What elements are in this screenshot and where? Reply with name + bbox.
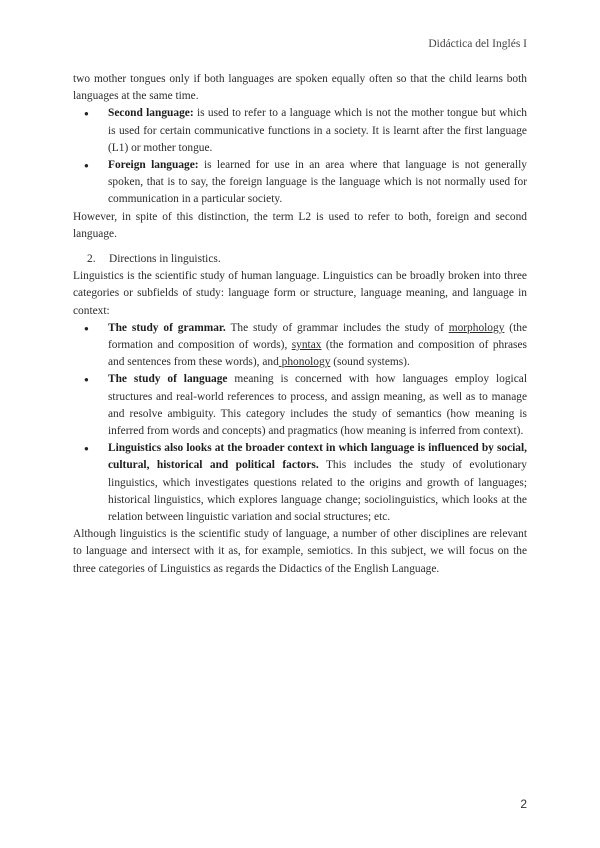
grammar-text: The study of grammar includes the study of — [225, 321, 449, 334]
language-text: meaning is concerned with how languages employ logical structures and real-world references to process, and assign meaning, as well as to manage and resolve ambiguity. This category includes the study of semantics (how meaning is inferred from words and concepts) and pragmatics (how meaning is inferred from context). — [108, 373, 527, 438]
definition-term: Second language: — [108, 107, 194, 120]
grammar-text: (sound systems). — [330, 356, 410, 369]
grammar-text: (the formation and composition of phrases and sentences from these words), and — [108, 339, 527, 369]
however-paragraph: However, in spite of this distinction, the term L2 is used to refer to both, foreign and second language. — [73, 210, 527, 240]
language-term: The study of language — [108, 373, 228, 386]
grammar-text: (the formation and composition of words), — [108, 321, 528, 352]
grammar-term: The study of grammar. — [108, 321, 226, 334]
list-item — [73, 157, 527, 209]
closing-paragraph: Although linguistics is the scientific study of language, a number of other disciplines are relevant to language and intersect with it as, for example, semiotics. In this subject, we will focus on the three categories of Linguistics as regards the Didactics of the English Language. — [73, 528, 527, 575]
body-text — [73, 71, 527, 578]
list-item — [73, 371, 527, 440]
definitions-list — [73, 105, 527, 157]
context-term: Linguistics also looks at the broader context in which language is influenced by social, cultural, historical and political factors. — [108, 442, 527, 472]
list-item — [73, 320, 527, 372]
section-heading — [87, 251, 527, 268]
page-number: 2 — [520, 797, 527, 811]
section-number: 2. — [87, 253, 96, 266]
phonology-link[interactable]: phonology — [278, 356, 331, 369]
subfields-list — [73, 320, 527, 526]
section-title: Directions in linguistics. — [109, 253, 221, 266]
continuation-paragraph: two mother tongues only if both languages are spoken equally often so that the child learns both languages at the same time. — [73, 73, 527, 103]
morphology-link[interactable]: morphology — [448, 321, 505, 334]
definition-text: is used to refer to a language which is not the mother tongue but which is used for certain communicative functions in a society. It is learnt after the first language (L1) or mother tongue. — [108, 107, 527, 154]
list-item — [73, 105, 527, 157]
definition-text: is learned for use in an area where that language is not generally spoken, that is to say, the foreign language is the language which is not normally used for communication in a particular society. — [108, 159, 527, 206]
definition-term: Foreign language: — [108, 159, 199, 172]
definitions-list — [73, 157, 527, 209]
running-header: Didáctica del Inglés I — [428, 38, 527, 50]
context-text: This includes the study of evolutionary linguistics, which investigates questions related to the origins and growth of languages; historical linguistics, which explores language change; sociolinguistics, which looks at the relation between linguistic variation and social structures; etc. — [108, 459, 527, 524]
list-item — [73, 440, 527, 526]
syntax-link[interactable]: syntax — [291, 339, 322, 352]
intro-paragraph: Linguistics is the scientific study of human language. Linguistics can be broadly broken into three categories or subfields of study: language form or structure, language meaning, and language in context: — [73, 270, 527, 317]
